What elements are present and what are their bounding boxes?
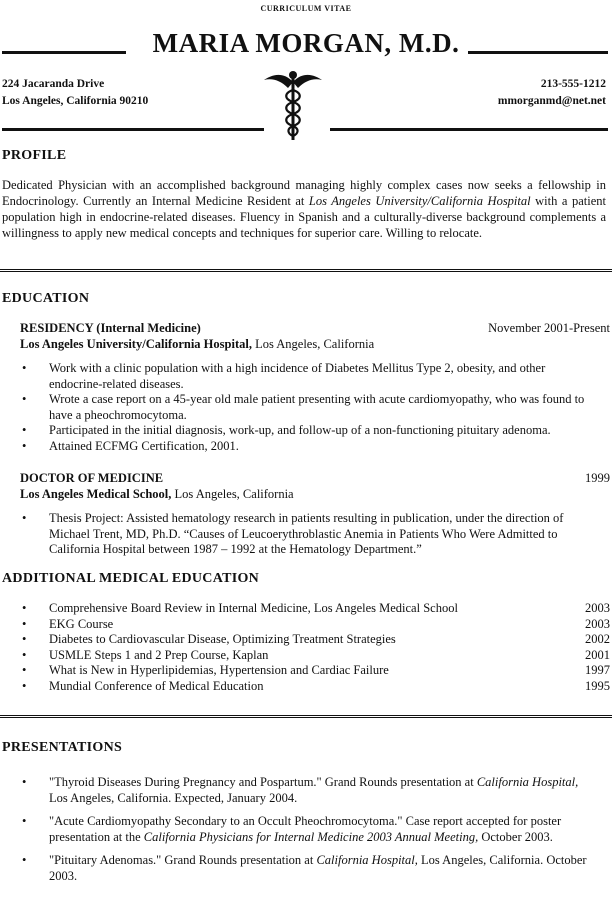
- md-location: Los Angeles, California: [171, 487, 294, 501]
- presentation-detail: Los Angeles, California. Expected, January 2004.: [49, 790, 298, 805]
- address-line-2: Los Angeles, California 90210: [2, 95, 149, 107]
- residency-date: November 2001-Present: [488, 321, 610, 335]
- residency-institution: Los Angeles University/California Hospital,: [20, 337, 252, 351]
- course-year: 2003: [585, 601, 610, 615]
- presentation-venue: California Physicians for Internal Medicine 2003 Annual Meeting,: [143, 829, 479, 844]
- bullet-text: Attained ECFMG Certification, 2001.: [49, 438, 239, 453]
- residency-bullets: [2, 361, 586, 454]
- candidate-name: MARIA MORGAN, M.D.: [152, 28, 460, 58]
- md-entry: [20, 470, 610, 502]
- header-rule-right: [468, 51, 608, 54]
- course-year: 1995: [585, 678, 610, 693]
- course-year: 1997: [585, 663, 610, 677]
- course-year: 2001: [585, 647, 610, 662]
- course-name: Diabetes to Cardiovascular Disease, Optimizing Treatment Strategies: [49, 632, 396, 646]
- list-item: • Attained ECFMG Certification, 2001.: [22, 438, 239, 453]
- md-title: DOCTOR OF MEDICINE: [20, 471, 164, 485]
- list-item: • Participated in the initial diagnosis, work-up, and follow-up of a non-functioning pituitary adenoma.: [22, 423, 551, 437]
- additional-education-heading: ADDITIONAL MEDICAL EDUCATION: [2, 571, 260, 586]
- phone-number: 213-555-1212: [540, 78, 606, 90]
- list-item: • "Acute Cardiomyopathy Secondary to an Occult Pheochromocytoma." Case report accepted for poster presentation at the California Physicians for Internal Medicine 2003 Annual Meeting, October 2003.: [22, 814, 562, 844]
- list-item: • Wrote a case report on a 45-year old male patient presenting with acute cardiomyopathy, who was found to have a pheochromocytoma.: [22, 392, 585, 422]
- profile-text: [2, 177, 606, 241]
- course-name: EKG Course: [49, 616, 114, 631]
- list-item: • Comprehensive Board Review in Internal Medicine, Los Angeles Medical School 2003: [22, 601, 610, 615]
- email-address: mmorganmd@net.net: [497, 95, 606, 107]
- course-name: Mundial Conference of Medical Education: [49, 678, 264, 693]
- course-year: 2002: [585, 632, 610, 646]
- bullet-text: Thesis Project: Assisted hematology research in patients resulting in publication, under the direction of Michael Trent, MD, Ph.D. “Causes of Leucoerythroblastic Anemia in Patients Who Were Admitted to California Hospital between 1987 – 1992 at the Hematology Department.”: [49, 511, 564, 556]
- address-line-1: 224 Jacaranda Drive: [2, 78, 105, 90]
- course-name: USMLE Steps 1 and 2 Prep Course, Kaplan: [49, 647, 269, 662]
- residency-entry: [20, 320, 610, 352]
- presentations-list: [2, 775, 596, 884]
- list-item: • EKG Course 2003: [22, 616, 610, 631]
- list-item: • Work with a clinic population with a high incidence of Diabetes Mellitus Type 2, obesity, and other endocrine-related diseases.: [22, 361, 546, 391]
- additional-education-list: [2, 601, 610, 694]
- course-year: 2003: [585, 616, 610, 631]
- presentation-text: "Thyroid Diseases During Pregnancy and Pospartum." Grand Rounds presentation at: [49, 775, 477, 789]
- residency-location: Los Angeles, California: [251, 337, 375, 351]
- md-date: 1999: [585, 471, 610, 485]
- presentation-detail: Los Angeles, California. October 2003.: [49, 853, 587, 883]
- bullet-text: Wrote a case report on a 45-year old male patient presenting with acute cardiomyopathy, who was found to have a pheochromocytoma.: [49, 392, 585, 422]
- presentation-detail: October 2003.: [478, 829, 553, 844]
- md-institution: Los Angeles Medical School,: [20, 487, 172, 501]
- residency-title: RESIDENCY (Internal Medicine): [20, 321, 201, 335]
- header-lower-rule-right: [330, 128, 608, 131]
- contact-block: [498, 76, 606, 110]
- list-item: • What is New in Hyperlipidemias, Hypertension and Cardiac Failure 1997: [22, 663, 610, 677]
- profile-heading: PROFILE: [2, 148, 67, 163]
- profile-text-part2: with a patient population high in endocrine-related diseases. Fluency in Spanish and a culturally-diverse background complements a willingness to apply new medical concepts and techniques for superior care. Willing to relocate.: [2, 194, 606, 240]
- course-name: What is New in Hyperlipidemias, Hypertension and Cardiac Failure: [49, 663, 389, 677]
- presentation-text: "Acute Cardiomyopathy Secondary to an Occult Pheochromocytoma." Case report accepted for poster presentation at the: [49, 814, 562, 844]
- course-name: Comprehensive Board Review in Internal Medicine, Los Angeles Medical School: [49, 601, 458, 615]
- education-heading: EDUCATION: [2, 291, 90, 306]
- address-block: [2, 76, 148, 110]
- presentation-text: "Pituitary Adenomas." Grand Rounds presentation at: [49, 853, 317, 867]
- divider: [0, 715, 612, 718]
- list-item: • Thesis Project: Assisted hematology research in patients resulting in publication, under the direction of Michael Trent, MD, Ph.D. “Causes of Leucoerythroblastic Anemia in Patients Who Were Admitted to California Hospital between 1987 – 1992 at the Hematology Department.”: [22, 511, 564, 556]
- list-item: • Mundial Conference of Medical Education 1995: [22, 678, 610, 693]
- cv-label: CURRICULUM VITAE: [260, 4, 352, 13]
- header-lower-rule-left: [2, 128, 264, 131]
- list-item: • Diabetes to Cardiovascular Disease, Optimizing Treatment Strategies 2002: [22, 632, 610, 646]
- divider: [0, 269, 612, 272]
- list-item: • "Pituitary Adenomas." Grand Rounds presentation at California Hospital, Los Angeles, California. October 2003.: [22, 853, 587, 883]
- caduceus-icon: [262, 66, 324, 142]
- profile-text-part1: Dedicated Physician with an accomplished background managing highly complex cases now seeks a fellowship in Endocrinology. Currently an Internal Medicine Resident at: [2, 178, 606, 208]
- presentation-venue: California Hospital,: [316, 853, 418, 867]
- list-item: • USMLE Steps 1 and 2 Prep Course, Kaplan 2001: [22, 647, 610, 662]
- profile-text-employer: Los Angeles University/California Hospital: [308, 194, 531, 208]
- bullet-text: Work with a clinic population with a high incidence of Diabetes Mellitus Type 2, obesity, and other endocrine-related diseases.: [49, 361, 546, 391]
- presentations-heading: PRESENTATIONS: [2, 740, 123, 755]
- md-bullets: [2, 511, 586, 558]
- bullet-text: Participated in the initial diagnosis, work-up, and follow-up of a non-functioning pituitary adenoma.: [49, 423, 551, 437]
- presentation-venue: California Hospital,: [476, 775, 579, 789]
- list-item: • "Thyroid Diseases During Pregnancy and Pospartum." Grand Rounds presentation at California Hospital, Los Angeles, California. Expected, January 2004.: [22, 775, 579, 805]
